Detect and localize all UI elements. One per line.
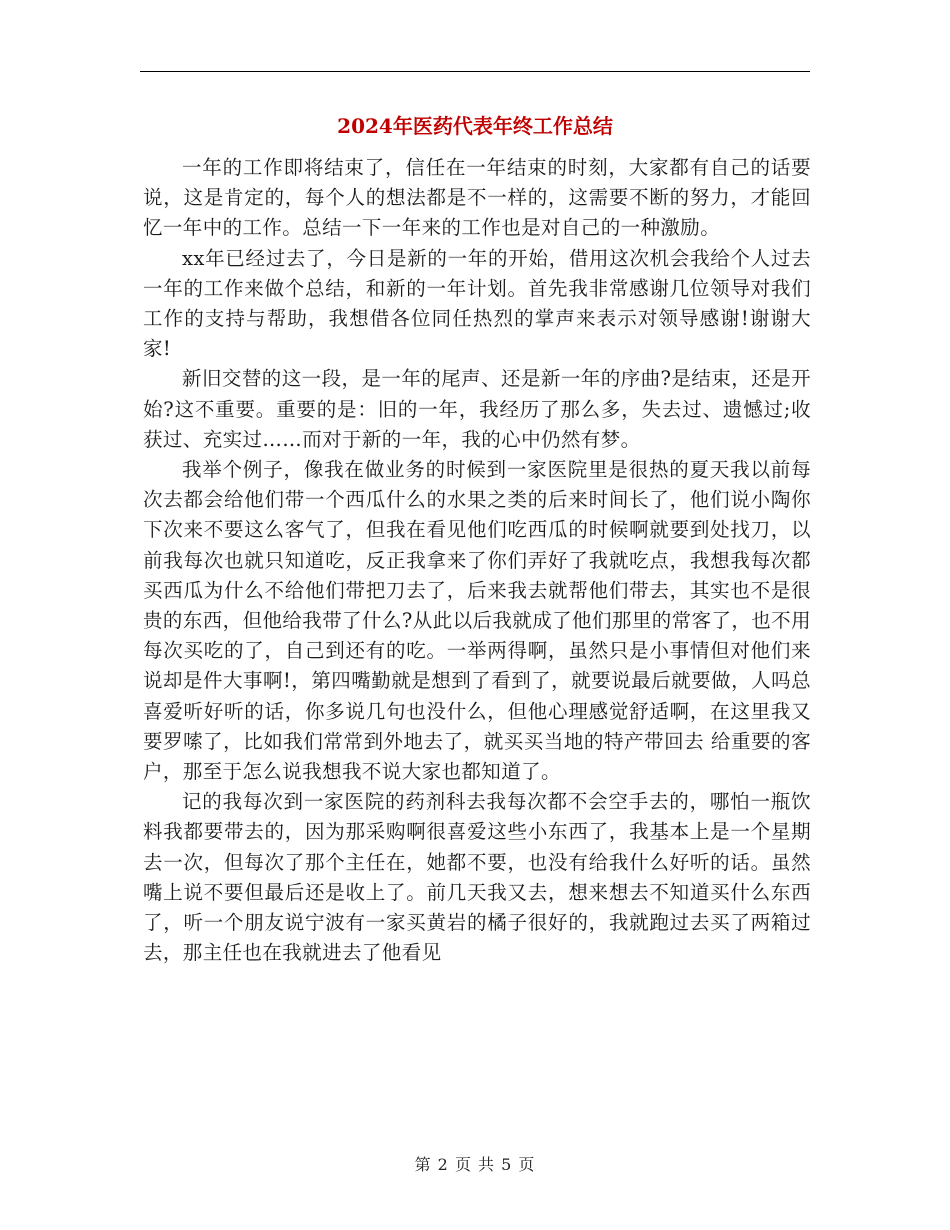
page-footer: 第 2 页 共 5 页 xyxy=(414,1155,536,1174)
header-rule xyxy=(140,71,810,72)
document-body xyxy=(143,153,811,968)
document-title: 2024年医药代表年终工作总结 xyxy=(337,114,613,138)
paragraph-2: xx年已经过去了，今日是新的一年的开始，借用这次机会我给个人过去一年的工作来做个总结，和新的一年计划。首先我非常感谢几位领导对我们工作的支持与帮助，我想借各位同任热烈的掌声来表示对领导感谢!谢谢大家! xyxy=(143,246,811,361)
paragraph-1: 一年的工作即将结束了，信任在一年结束的时刻，大家都有自己的话要说，这是肯定的，每个人的想法都是不一样的，这需要不断的努力，才能回忆一年中的工作。总结一下一年来的工作也是对自己的一种激励。 xyxy=(143,156,811,240)
paragraph-3: 新旧交替的这一段，是一年的尾声、还是新一年的序曲?是结束，还是开始?这不重要。重要的是：旧的一年，我经历了那么多，失去过、遗憾过;收获过、充实过……而对于新的一年，我的心中仍然有梦。 xyxy=(143,367,811,451)
paragraph-5: 记的我每次到一家医院的药剂科去我每次都不会空手去的，哪怕一瓶饮料我都要带去的，因为那采购啊很喜爱这些小东西了，我基本上是一个星期去一次，但每次了那个主任在，她都不要，也没有给我什么好听的话。虽然嘴上说不要但最后还是收上了。前几天我又去，想来想去不知道买什么东西了，听一个朋友说宁波有一家买黄岩的橘子很好的，我就跑过去买了两箱过去，那主任也在我就进去了他看见 xyxy=(143,790,811,965)
paragraph-4: 我举个例子，像我在做业务的时候到一家医院里是很热的夏天我以前每次去都会给他们带一个西瓜什么的水果之类的后来时间长了，他们说小陶你下次来不要这么客气了，但我在看见他们吃西瓜的时候啊就要到处找刀，以前我每次也就只知道吃，反正我拿来了你们弄好了我就吃点，我想我每次都买西瓜为什么不给他们带把刀去了，后来我去就帮他们带去，其实也不是很贵的东西，但他给我带了什么?从此以后我就成了他们那里的常客了，也不用每次买吃的了，自己到还有的吃。一举两得啊，虽然只是小事情但对他们来说却是件大事啊!，第四嘴勤就是想到了看到了，就要说最后就要做，人吗总喜爱听好听的话，你多说几句也没什么，但他心理感觉舒适啊，在这里我又要罗嗦了，比如我们常常到外地去了，就买买当地的特产带回去 给重要的客户，那至于怎么说我想我不说大家也都知道了。 xyxy=(143,458,811,784)
